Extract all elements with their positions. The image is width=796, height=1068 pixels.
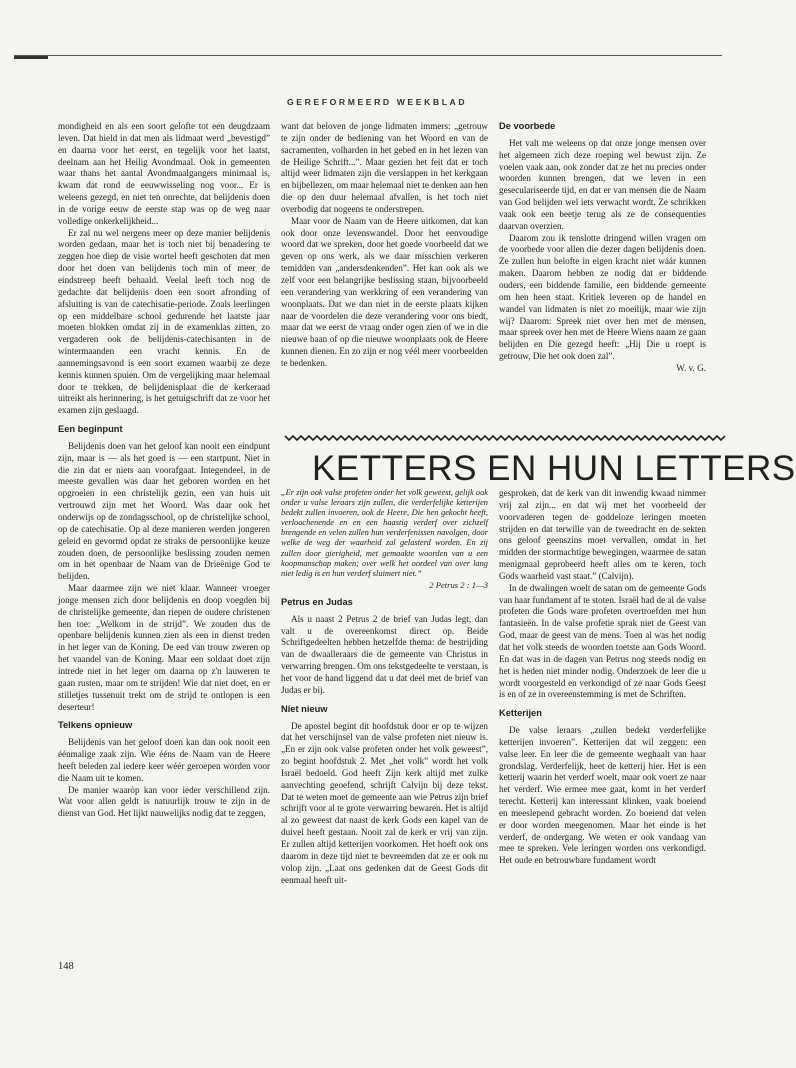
section-heading: Petrus en Judas: [281, 596, 353, 607]
column-2-bottom: [281, 488, 488, 886]
section-heading: Telkens opnieuw: [58, 720, 133, 731]
top-rule: [14, 55, 722, 56]
column-2-top: [281, 121, 488, 370]
epigraph-reference: 2 Petrus 2 : 1—3: [429, 579, 488, 590]
running-header: GEREFORMEERD WEEKBLAD: [287, 97, 468, 107]
paragraph: Het valt me weleens op dat onze jonge mensen over het algemeen zich deze roeping wel bewust zijn. Ze voelen vaak aan, ook zonder dat ze het nu precies onder woorden kunnen brengen, dat we leven in een geseculariseerde tijd, en dat er van mensen die de Naam van God belijden wel iets verwacht wordt. Ze schrikken vaak ook een beetje terug als ze de consequenties daarvan overzien.: [499, 137, 706, 231]
column-1: [58, 121, 270, 820]
paragraph: want dat beloven de jonge lidmaten immers: „getrouw te zijn onder de bediening van het Woord en van de sacramenten, volharden in het gebed en in het lezen van de Heilige Schrift...”. Maar gezien het feit dat er toch altijd weer lidmaten zijn die verslappen in het kerkgaan en bijbellezen, om maar helemaal niet te denken aan hen die op den duur helemaal afvallen, is het toch niet overbodig dat nogeens te onderstrepen.: [281, 121, 488, 214]
epigraph-text: „Er zijn ook valse profeten onder het volk geweest, gelijk ook onder u valse leraars zijn zullen, die verderfelijke ketterijen bedekt zullen invoeren, ook de Heere, Die hen gekocht heeft, verloochenende en en een haastig verderf over zichzelf brengende en velen zullen hun verderfenissen navolgen, door welke de weg der waarheid zal gelasterd worden. En zij zullen door gierigheid, met gemaakte woorden van u een koopmanschap maken; over welk het oordeel van over lang niet ledig is en hun verderf sluimert niet.”: [281, 488, 488, 578]
paragraph: Maar voor de Naam van de Heere uitkomen, dat kan ook door onze levenswandel. Door het eenvoudige woord dat we spreken, door het goede voorbeeld dat we geven op ons werk, als we daar misschien verkeren temidden van „andersdenkenden”. Het kan ook als we zelf voor een belangrijke beslissing staan, bijvoorbeeld een verandering van werkkring of een verandering van woonplaats. Dat we dan niet in de eerste plaats kijken naar de voordelen die deze verandering voor ons biedt, maar dat we eerst de vraag onder ogen zien of we in die nieuwe baan of op die nieuwe woonplaats ook de Heere kunnen dienen. En zo zijn er nog véél meer voorbeelden te bedenken.: [281, 215, 488, 368]
epigraph: [281, 488, 488, 590]
section-heading: De voorbede: [499, 121, 556, 131]
column-3-bottom: [499, 488, 706, 867]
section-heading: Een beginpunt: [58, 424, 123, 435]
column-3-top: [499, 121, 706, 375]
paragraph: Als u naast 2 Petrus 2 de brief van Judas legt, dan valt u de overeenkomst direct op. Beide Schriftgedeelten hebben hetzelfde thema: de bestrijding van de dwaalleraars die de gemeente van Christus in verwarring brengen. Om ons tekstgedeelte te verstaan, is het voor de hand liggend dat u dat deel met de brief van Judas er bij.: [281, 613, 489, 695]
top-rule-mark: [14, 56, 48, 59]
section-heading: Niet nieuw: [281, 703, 328, 714]
paragraph: De apostel begint dit hoofdstuk door er op te wijzen dat het verschijnsel van de valse profeten niet nieuw is. „En er zijn ook valse profeten onder het volk geweest”, zo begint hoofdstuk 2. Met „het volk” wordt het volk Israël bedoeld. God heeft Zijn kerk altijd met zulke aanvechting geoefend, schrijft Calvijn bij deze tekst. Dat te weten moet de gemeente aan wie Petrus zijn brief schrijft voor al te grote verwarring bewaren. Het is altijd al zo geweest dat naast de kerk Gods een kapel van de duivel heeft gestaan. Nooit zal de kerk er vrij van zijn. Er zullen altijd ketterijen voorkomen. Het hoeft ook ons daarom in deze tijd niet te bevreemden dat ze er ook nu volop zijn. „Laat ons gedenken dat de Geest Gods dit eenmaal heeft uit-: [281, 720, 488, 885]
paragraph: In de dwalingen woelt de satan om de gemeente Gods van haar fundament af te stoten. Israël had de al de valse profeten die Gods ware profeten overtroefden met hun fantasieën. In de valse profetie sprak niet de Geest van God, maar de geest van de mens. Toen al was het nodig dat het volk steeds de woorden toetste aan Gods Woord. En dat was in de dagen van Petrus nog steeds nodig en het is heden niet minder nodig. Onderzoek de leer die u wordt voorgesteld en verkondigd of ze naar Gods Geest is en of ze in overeenstemming is met de Schriften.: [499, 582, 706, 700]
section-heading: Ketterijen: [499, 708, 542, 719]
page-number: 148: [58, 961, 74, 972]
paragraph: Belijdenis van het geloof doen kan dan ook nooit een éénmalige zaak zijn. Wie ééns de Naam van de Heere heeft beleden zal iedere keer wéér geroepen worden voor die Naam uit te komen.: [58, 737, 270, 783]
paragraph: Er zal nu wel nergens meer op deze manier belijdenis worden gedaan, maar het is toch niet bij benadering te zeggen hoe diep de visie wortel heeft geschoten dat men door het doen van belijdenis toch min of meer de eindstreep heeft behaald. Veelal leeft toch nog de gedachte dat belijdenis doen een soort afronding of afsluiting is van de catechisatie-periode. Zoals leerlingen op een middelbare school gedurende het laatste jaar moeten blokken omdat zij in de examenklas zitten, zo vergaderen ook de belijdenis-catechisanten in de wintermaanden een vracht kennis. En de aannemingsavond is een soort examen waarbij ze deze kennis kunnen spuien. Om de vergelijking maar helemaal door te trekken, de belijdenisplaat die de kerkeraad uitreikt als herinnering, is het getuigschrift dat ze voor het examen zijn geslaagd.: [58, 227, 270, 416]
article-title: KETTERS EN HUN LETTERS: [312, 449, 796, 488]
paragraph: gesproken, dat de kerk van dit inwendig kwaad nimmer vrij zal zijn... en dat wij met het voorbeeld der voorvaderen tegen de goddeloze leringen moeten strijden en dat terwille van de tweedracht en de sekten ons geloof geenszins moet vervallen, omdat in het midden der stormachtige bewegingen, waarmee de satan menigmaal geprobeerd heeft alles om te keren, toch Gods waarheid vast staat.” (Calvijn).: [499, 488, 706, 581]
paragraph: Daarom zou ik tenslotte dringend willen vragen om de voorbede voor allen die dezer dagen belijdenis doen. Ze zullen hun belofte in eigen kracht niet wáár kunnen maken. Daarom hebben ze nodig dat er biddende ouders, een biddende familie, een biddende gemeente om hen heen staat. Kritiek leveren op de handel en wandel van lidmaten is niet zo moeilijk, maar wie zijn wij? Daarom: Spreek niet over hen met de mensen, maar spreek over hen met de Heere Wiens naam ze gaan belijden en Die gezegd heeft: „Hij Die u roept is getrouw, Die het ook doen zal”.: [499, 232, 706, 362]
paragraph: De valse leraars „zullen bedekt verderfelijke ketterijen invoeren”. Ketterijen dat wil zeggen: een valse leer. En leer die de gemeente weghaalt van haar grondslag. Verderfelijk, heet de ketterij hier. Het is een ketterij waarin het verderf woelt, maar ook voert ze naar het verderf. Wie ermee mee gaat, komt in het verderf terecht. Ketterij kan interessant klinken, vaak boeiend en meeslepend gebracht worden. Zo boeiend dat velen er door worden meegenomen. Maar het einde is het verderf, de ondergang. We weten er ook vandaag van mee te spreken. Vele leringen worden ons verkondigd. Het oude en betrouwbare fundament wordt: [499, 725, 706, 866]
paragraph: Belijdenis doen van het geloof kan nooit een eindpunt zijn, maar is — als het goed is — een startpunt. Niet in die zin dat er niets aan voorafgaat. Integendeel, in de meeste gevallen was daar het geboren worden en het opgroeien in een christelijk gezin, een van huis uit vertrouwd zijn met het Woord. Was daar ook het onderwijs op de zondagsschool, op de christelijke school, op de catechisatie. Op al deze manieren werden jongeren geleid en gevormd opdat ze straks de persoonlijke keuze zouden doen, de persoonlijke beslissing zouden nemen om in het openbaar de Naam van de Drieënige God te belijden.: [58, 440, 270, 582]
paragraph: Maar daarmee zijn we niet klaar. Wanneer vroeger jonge mensen zich door belijdenis en doop voegden bij de christelijke gemeente, dan riepen de oudere christenen hen toe: „Welkom in de strijd”. We zouden dus de openbare belijdenis kunnen zien als een in dienst treden in het leger van de Koning. De eed van trouw zweren op het vaandel van de Koning. Maar een soldaat doet zijn intrede niet in het leger om daarna op z'n lauweren te gaan rusten, maar om te strijden! Wie dat niet doet, en er stilletjes tussenuit trekt om de strijd te ontlopen is een deserteur!: [58, 583, 270, 712]
paragraph: mondigheid en als een soort gelofte tot een deugdzaam leven. Dat hield in dat men als lidmaat werd „bevestigd” en daarna voor het eerst, en tegelijk voor het laatst, deelnam aan het Heilig Avondmaal. Ook in gemeenten waar thans het aantal Avondmaalgangers minimaal is, kwam dat rond de eeuwwisseling nog voor... Er is weleens gezegd, en niet ten onrechte, dat belijdenis doen in de vorige eeuw de eerste stap was op de weg naar volledige onkerkelijkheid...: [58, 121, 270, 226]
signature: W. v. G.: [676, 362, 706, 373]
zigzag-divider: [285, 435, 725, 441]
paragraph: De manier waaròp kan voor ieder verschillend zijn. Wat voor allen geldt is natuurlijk trouw te zijn in de dienst van God. Het lijkt nauwelijks nodig dat te zeggen,: [58, 784, 270, 819]
